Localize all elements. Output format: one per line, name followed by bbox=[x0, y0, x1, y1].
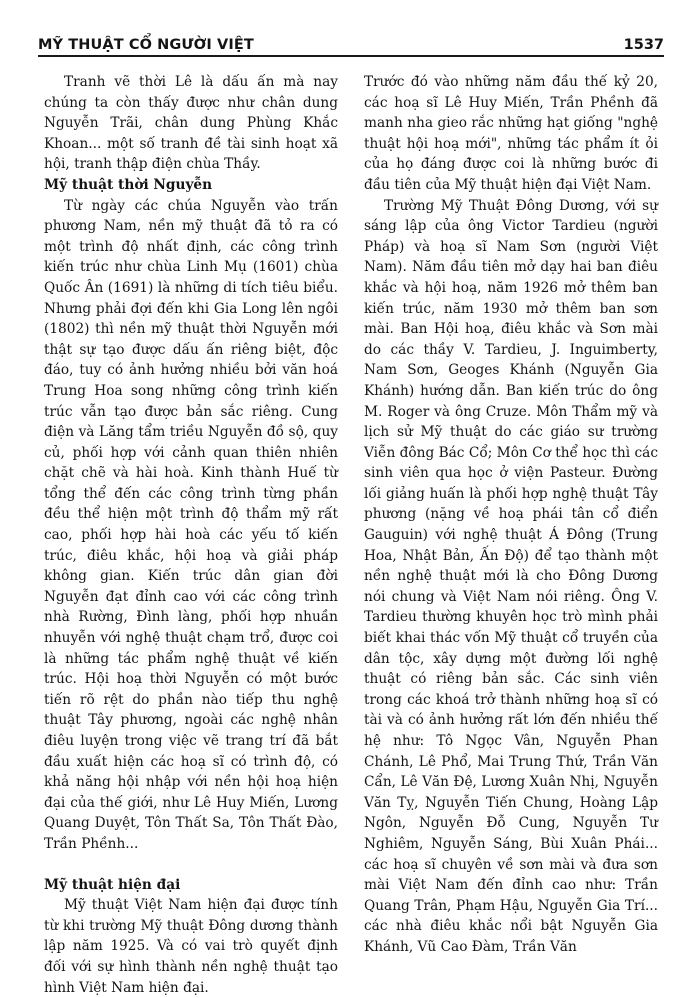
running-title: MỸ THUẬT CỔ NGƯỜI VIỆT bbox=[38, 37, 254, 53]
right-column bbox=[364, 72, 658, 958]
left-column bbox=[44, 72, 338, 998]
paragraph-le-paintings: Tranh vẽ thời Lê là dấu ấn mà nay chúng ta còn thấy được như chân dung Nguyễn Trãi, chân dung Phùng Khắc Khoan... một số tranh đề tài sinh hoạt xã hội, tranh thập điện chùa Thầy. bbox=[44, 74, 338, 173]
section-heading-modern: Mỹ thuật hiện đại bbox=[44, 876, 181, 893]
section-heading-nguyen: Mỹ thuật thời Nguyễn bbox=[44, 176, 213, 193]
paragraph-indochina-school: Trường Mỹ Thuật Đông Dương, với sự sáng lập của ông Victor Tardieu (người Pháp) và hoạ sĩ Nam Sơn (người Việt Nam). Năm đầu tiên mở dạy hai ban điêu khắc và hội hoạ, năm 1926 mở thêm ban kiến trúc, năm 1930 mở thêm ban sơn mài. Ban Hội hoạ, điêu khắc và Sơn mài do các thầy V. Tardieu, J. Inguimberty, Nam Sơn, Geoges Khánh (Nguyễn Gia Khánh) hướng dẫn. Ban kiến trúc do ông M. Roger và ông Cruze. Môn Thẩm mỹ và lịch sử Mỹ thuật do các giáo sư trường Viễn đông Bác Cổ; Môn Cơ thể học thì các sinh viên qua học ở viện Pasteur. Đường lối giảng huấn là phối hợp nghệ thuật Tây phương (nặng về hoạ phái tân cổ điển Gauguin) với nghệ thuật Á Đông (Trung Hoa, Nhật Bản, Ấn Độ) để tạo thành một nền nghệ thuật mới là cho Đông Dương nói chung và Việt Nam nói riêng. Ông V. Tardieu thường khuyên học trò mình phải biết khai thác vốn Mỹ thuật cổ truyền của dân tộc, xây dựng một đường lối nghệ thuật có riêng bản sắc. Các sinh viên trong các khoá trở thành những hoạ sĩ có tài và có ảnh hưởng rất lớn đến nhiều thế hệ như: Tô Ngọc Vân, Nguyễn Phan Chánh, Lê Phổ, Mai Trung Thứ, Trần Văn Cẩn, Lê Văn Đệ, Lương Xuân Nhị, Nguyễn Văn Tỵ, Nguyễn Tiến Chung, Hoàng Lập Ngôn, Nguyễn Đỗ Cung, Nguyễn Tư Nghiêm, Nguyễn Sáng, Bùi Xuân Phái... các hoạ sĩ chuyên về sơn mài và đưa sơn mài Việt Nam đến đỉnh cao như: Trần Quang Trân, Phạm Hậu, Nguyễn Gia Trí... các nhà điêu khắc nổi bật Nguyễn Gia Khánh, Vũ Cao Đàm, Trần Văn bbox=[364, 197, 658, 955]
paragraph-modern-art: Mỹ thuật Việt Nam hiện đại được tính từ khi trường Mỹ thuật Đông dương thành lập năm 1925. Và có vai trò quyết định đối với sự hình thành nền nghệ thuật tạo hình Việt Nam hiện đại. bbox=[44, 897, 338, 996]
paragraph-nguyen-art: Từ ngày các chúa Nguyễn vào trấn phương Nam, nền mỹ thuật đã tỏ ra có một trình độ nhất định, các công trình kiến trúc như chùa Linh Mụ (1601) chùa Quốc Ân (1691) là những di tích tiêu biểu. Nhưng phải đợi đến khi Gia Long lên ngôi (1802) thì nền mỹ thuật thời Nguyễn mới thật sự tạo được dấu ấn riêng biệt, độc đáo, tuy có ảnh hưởng nhiều bởi văn hoá Trung Hoa song những công trình kiến trúc vẫn tạo được bản sắc riêng. Cung điện và Lăng tẩm triều Nguyễn đồ sộ, quy củ, phối hợp với cảnh quan thiên nhiên chặt chẽ và hài hoà. Kinh thành Huế từ tổng thể đến các công trình từng phần đều thể hiện một trình độ thẩm mỹ rất cao, phối hợp hài hoà các yếu tố kiến trúc, điêu khắc, hội hoạ và giải pháp không gian. Kiến trúc dân gian đời Nguyễn đạt đỉnh cao với các công trình nhà Rường, Đình làng, phối hợp nhuần nhuyễn với nghệ thuật chạm trổ, được coi là những tác phẩm nghệ thuật về kiến trúc. Hội hoạ thời Nguyễn có một bước tiến rõ rệt do phần nào tiếp thu nghệ thuật Tây phương, ngoài các nghệ nhân điêu luyện trong việc vẽ trang trí đã bắt đầu xuất hiện các hoạ sĩ có trình độ, có khả năng hội nhập với nền hội hoạ hiện đại của thế giới, như Lê Huy Miến, Lương Quang Duyệt, Tôn Thất Sa, Tôn Thất Đào, Trần Phềnh... bbox=[44, 197, 338, 852]
page-number: 1537 bbox=[623, 37, 664, 53]
paragraph-early-20th-century: Trước đó vào những năm đầu thế kỷ 20, các hoạ sĩ Lê Huy Miến, Trần Phềnh đã manh nha gieo rắc những hạt giống "nghệ thuật hội hoạ mới", những tác phẩm ít ỏi của họ đáng được coi là những bước đi đầu tiên của Mỹ thuật hiện đại Việt Nam. bbox=[364, 74, 658, 193]
page-header bbox=[38, 27, 664, 57]
